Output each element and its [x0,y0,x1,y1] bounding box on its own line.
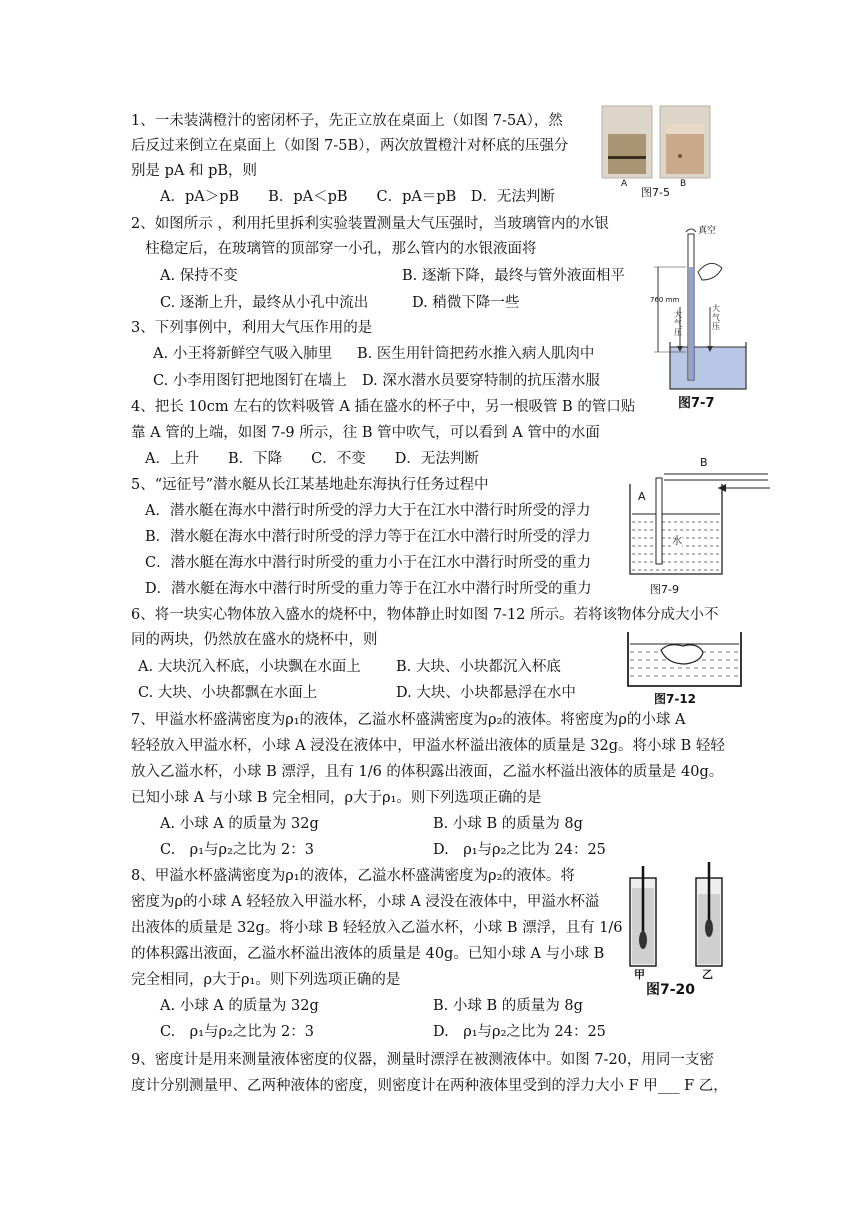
q8-line5: 完全相同，ρ大于ρ₁。则下列选项正确的是 [131,972,401,988]
q4-line2: 靠 A 管的上端，如图 7-9 所示，往 B 管中吹气，可以看到 A 管中的水面 [131,425,600,441]
q2-line2: 柱稳定后，在玻璃管的顶部穿一小孔，那么管内的水银液面将 [145,241,537,257]
q1-options: A．pA＞pB B．pA＜pB C．pA＝pB D．无法判断 [160,189,555,205]
q6-line2: 同的两块，仍然放在盛水的烧杯中，则 [131,632,378,648]
q4-options: A．上升 B．下降 C．不变 D．无法判断 [145,451,479,467]
q1-line1: 1、一未装满橙汁的密闭杯子，先正立放在桌面上（如图 7-5A），然 [131,113,563,129]
figure-7-5-label-b: B [680,179,687,189]
q2-option-b: B. 逐渐下降，最终与管外液面相平 [402,268,625,284]
q2-option-a: A. 保持不变 [160,268,238,284]
q6-option-b: B. 大块、小块都沉入杯底 [396,659,561,675]
q8-option-d: D. ρ₁与ρ₂之比为 24：25 [433,1024,606,1040]
q7-line2: 轻轻放入甲溢水杯，小球 A 浸没在液体中，甲溢水杯溢出液体的质量是 32g。将小球 B 轻轻 [131,738,725,754]
q8-line3: 出液体的质量是 32g。将小球 B 轻轻放入乙溢水杯，小球 B 漂浮，且有 1/6 [131,920,623,936]
q7-option-d: D. ρ₁与ρ₂之比为 24：25 [433,842,606,858]
q2-option-c: C. 逐渐上升，最终从小孔中流出 [160,295,369,311]
figure-7-5-caption: 图7-5 [641,186,670,199]
q8-line4: 的体积露出液面，乙溢水杯溢出液体的质量是 40g。已知小球 A 与小球 B [131,946,605,962]
q3-option-a: A. 小王将新鲜空气吸入肺里 [153,346,333,362]
figure-7-7-caption: 图7-7 [678,396,715,411]
jia-label: 甲 [634,968,645,981]
vacuum-label: 真空 [698,226,717,236]
cup-photos [600,104,712,194]
q5-option-b: B．潜水艇在海水中潜行时所受的浮力等于在江水中潜行时所受的浮力 [145,529,591,545]
q6-option-c: C. 大块、小块都飘在水面上 [138,685,318,701]
hydrometer-diagram [622,862,742,980]
q5-option-c: C．潜水艇在海水中潜行时所受的重力小于在江水中潜行时所受的重力 [145,555,592,571]
figure-7-12-caption: 图7-12 [654,692,697,706]
q7-option-a: A. 小球 A 的质量为 32g [160,816,319,832]
q6-option-a: A. 大块沉入杯底，小块飘在水面上 [138,659,361,675]
q3-line1: 3、下列事例中，利用大气压作用的是 [131,320,373,336]
q6-option-d: D. 大块、小块都悬浮在水中 [396,685,576,701]
q2-option-d: D. 稍微下降一些 [412,295,520,311]
figure-7-12 [625,628,745,690]
figure-7-9 [622,456,772,580]
q6-line1: 6、将一块实心物体放入盛水的烧杯中，物体静止时如图 7-12 所示。若将该物体分成大小不 [131,607,719,623]
q8-line1: 8、甲溢水杯盛满密度为ρ₁的液体，乙溢水杯盛满密度为ρ₂的液体。将 [131,868,575,884]
q8-line2: 密度为ρ的小球 A 轻轻放入甲溢水杯，小球 A 浸没在液体中，甲溢水杯溢 [131,894,600,910]
figure-7-9-caption: 图7-9 [650,583,679,596]
yi-label: 乙 [702,968,713,981]
q8-option-b: B. 小球 B 的质量为 8g [433,998,583,1014]
q7-line3: 放入乙溢水杯，小球 B 漂浮，且有 1/6 的体积露出液面，乙溢水杯溢出液体的质量是 40g。 [131,764,724,780]
beaker-object-diagram [625,628,745,690]
q1-line3: 别是 pA 和 pB，则 [131,163,258,179]
tube-a-label: A [638,490,646,503]
q9-line2: 度计分别测量甲、乙两种液体的密度，则密度计在两种液体里受到的浮力大小 F 甲___ F 乙， [131,1078,728,1094]
atm-pressure-left-label: 大气压 [674,310,682,337]
figure-7-5-label-a: A [621,179,628,189]
q5-option-d: D．潜水艇在海水中潜行时所受的重力等于在江水中潜行时所受的重力 [145,581,592,597]
figure-7-20 [622,862,742,980]
height-760mm-label: 760 mm [650,296,680,304]
q9-line1: 9、密度计是用来测量液体密度的仪器，测量时漂浮在被测液体中。如图 7-20，用同一支密 [131,1052,714,1068]
tube-b-label: B [700,456,708,469]
q5-option-a: A．潜水艇在海水中潜行时所受的浮力大于在江水中潜行时所受的浮力 [145,503,591,519]
q2-line1: 2、如图所示 ，利用托里拆利实验装置测量大气压强时，当玻璃管内的水银 [131,216,609,232]
q4-line1: 4、把长 10cm 左右的饮料吸管 A 插在盛水的杯子中，另一根吸管 B 的管口贴 [131,399,636,415]
q7-option-b: B. 小球 B 的质量为 8g [433,816,583,832]
q7-option-c: C. ρ₁与ρ₂之比为 2：3 [160,842,314,858]
torricelli-diagram [650,222,750,412]
water-label: 水 [672,532,682,547]
q8-option-c: C. ρ₁与ρ₂之比为 2：3 [160,1024,314,1040]
q7-line1: 7、甲溢水杯盛满密度为ρ₁的液体，乙溢水杯盛满密度为ρ₂的液体。将密度为ρ的小球 A [131,712,686,728]
q3-option-b: B. 医生用针筒把药水推入病人肌肉中 [357,346,595,362]
figure-7-7 [650,222,750,412]
q3-option-c: C. 小李用图钉把地图钉在墙上 [153,373,347,389]
q5-line1: 5、“远征号”潜水艇从长江某基地赴东海执行任务过程中 [131,477,489,493]
q8-option-a: A. 小球 A 的质量为 32g [160,998,319,1014]
q7-line4: 已知小球 A 与小球 B 完全相同，ρ大于ρ₁。则下列选项正确的是 [131,790,542,806]
straw-diagram [622,456,772,580]
q1-line2: 后反过来倒立在桌面上（如图 7-5B），两次放置橙汁对杯底的压强分 [131,138,569,154]
q3-option-d: D. 深水潜水员要穿特制的抗压潜水服 [362,373,600,389]
atm-pressure-right-label: 大气压 [712,304,720,331]
figure-7-20-caption: 图7-20 [646,982,696,998]
figure-7-5 [600,104,712,194]
